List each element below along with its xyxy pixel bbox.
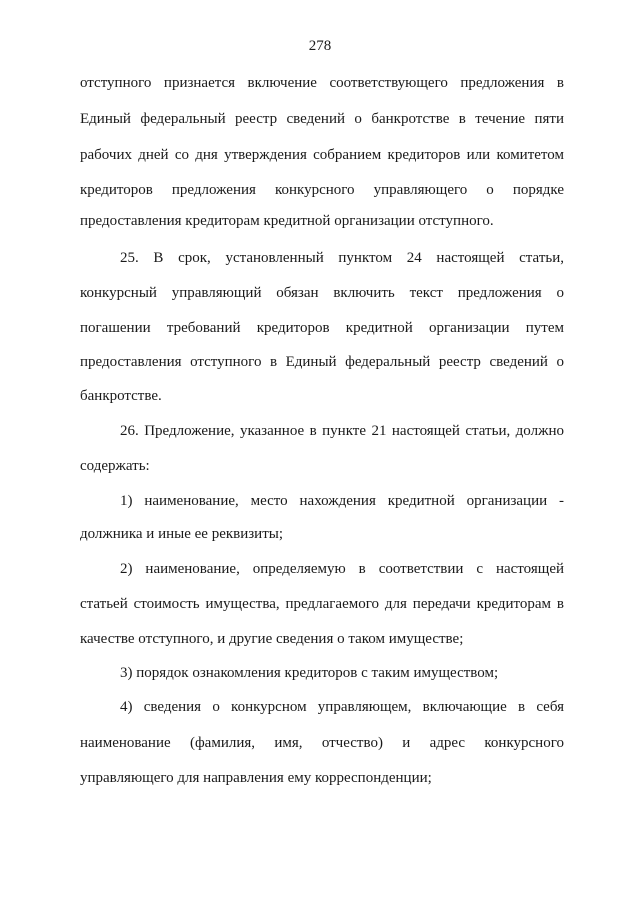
text-line-20: наименование (фамилия, имя, отчество) и адрес конкурсного	[80, 735, 564, 751]
text-line-17: качестве отступного, и другие сведения о таком имуществе;	[80, 631, 464, 647]
text-line-1: отступного признается включение соответствующего предложения в	[80, 75, 564, 91]
text-line-5: предоставления кредиторам кредитной организации отступного.	[80, 213, 494, 229]
text-line-14: должника и иные ее реквизиты;	[80, 526, 283, 542]
text-line-2: Единый федеральный реестр сведений о банкротстве в течение пяти	[80, 111, 564, 127]
text-line-4: кредиторов предложения конкурсного управляющего о порядке	[80, 182, 564, 198]
text-line-8: погашении требований кредиторов кредитной организации путем	[80, 320, 564, 336]
text-line-12: содержать:	[80, 458, 150, 474]
text-line-21: управляющего для направления ему корреспонденции;	[80, 770, 432, 786]
page-number: 278	[308, 38, 332, 54]
text-line-7: конкурсный управляющий обязан включить текст предложения о	[80, 285, 564, 301]
text-line-6: 25. В срок, установленный пунктом 24 настоящей статьи,	[120, 250, 564, 266]
text-line-15: 2) наименование, определяемую в соответствии с настоящей	[120, 561, 564, 577]
text-line-13: 1) наименование, место нахождения кредитной организации -	[120, 493, 564, 509]
text-line-10: банкротстве.	[80, 388, 162, 404]
text-line-9: предоставления отступного в Единый федеральный реестр сведений о	[80, 354, 564, 370]
text-line-3: рабочих дней со дня утверждения собранием кредиторов или комитетом	[80, 147, 564, 163]
text-line-11: 26. Предложение, указанное в пункте 21 настоящей статьи, должно	[120, 423, 564, 439]
text-line-19: 4) сведения о конкурсном управляющем, включающие в себя	[120, 699, 564, 715]
text-line-18: 3) порядок ознакомления кредиторов с таким имуществом;	[120, 665, 499, 681]
text-line-16: статьей стоимость имущества, предлагаемого для передачи кредиторам в	[80, 596, 564, 612]
